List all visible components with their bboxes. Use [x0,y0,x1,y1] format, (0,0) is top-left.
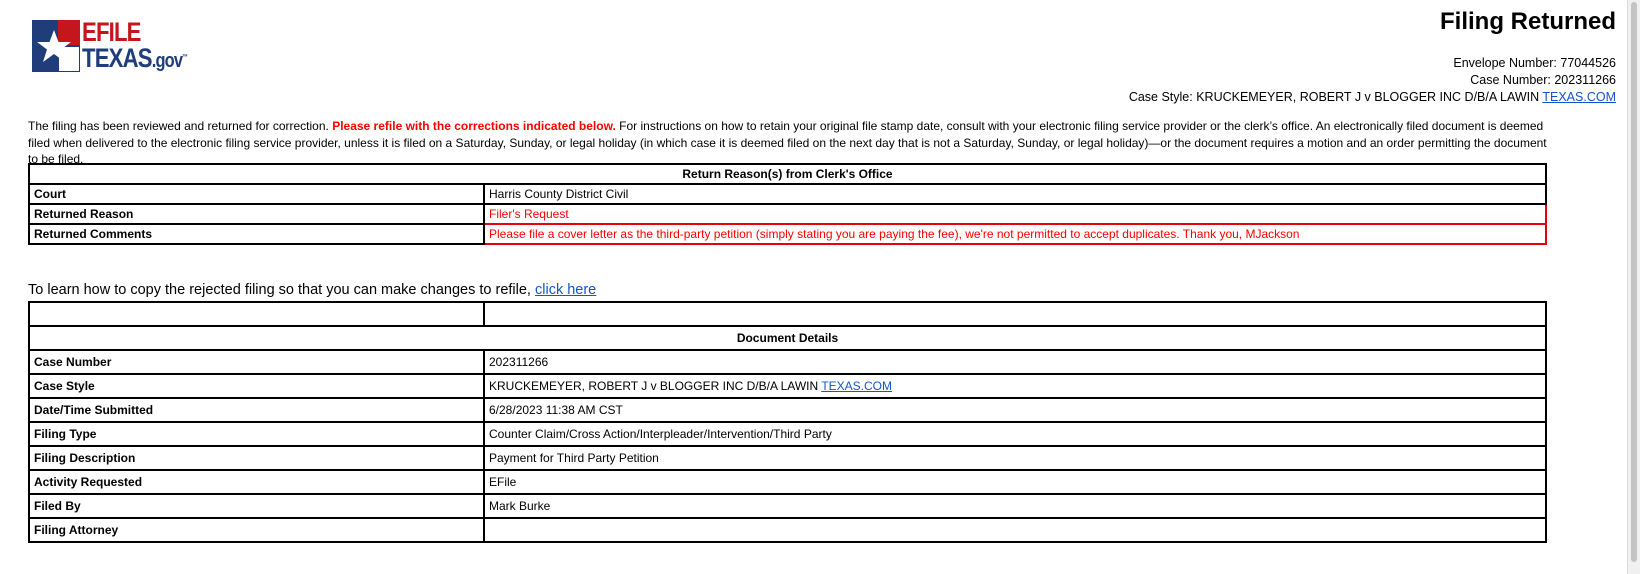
envelope-number-line: Envelope Number: 77044526 [1453,56,1616,70]
click-here-link[interactable]: click here [535,282,597,298]
returned-comments-value: Please file a cover letter as the third-party petition (simply stating you are paying the fee), we're not permitted to accept duplicates. Thank you, MJackson [484,224,1546,244]
detail-label: Date/Time Submitted [29,398,484,422]
refile-help-line: To learn how to copy the rejected filing so that you can make changes to refile, click here [28,282,597,298]
table-row [29,398,1546,422]
document-details-heading: Document Details [29,326,1546,350]
detail-value: Mark Burke [484,494,1546,518]
table-row [29,204,1546,224]
detail-value: Payment for Third Party Petition [484,446,1546,470]
efile-texas-logo [32,17,188,76]
table-row [29,184,1546,204]
table-row [29,350,1546,374]
scrollbar-thumb[interactable] [1631,2,1637,562]
empty-cell [29,302,484,326]
logo-efile-text: EFILE [82,17,141,47]
detail-label: Case Style [29,374,484,398]
document-details-table [28,301,1547,543]
detail-value: 6/28/2023 11:38 AM CST [484,398,1546,422]
detail-label: Filing Attorney [29,518,484,542]
court-value: Harris County District Civil [484,184,1546,204]
returned-reason-label: Returned Reason [29,204,484,224]
envelope-number: 77044526 [1560,56,1616,70]
case-style-link[interactable]: TEXAS.COM [1542,90,1616,104]
detail-label: Filed By [29,494,484,518]
return-reasons-table [28,163,1547,245]
detail-label: Filing Type [29,422,484,446]
intro-paragraph: The filing has been reviewed and returned for correction. Please refile with the corrections indicated below. For instructions on how to retain your original file stamp date, consult with your electronic filing service provider or the clerk’s office. An electronically filed document is deemed filed when delivered to the electronic filing service provider, unless it is filed on a Saturday, Sunday, or legal holiday (in which case it is deemed filed on the next day that is not a Saturday, Sunday, or legal holiday)—or the document requires a motion and an order permitting the document to be filed. [28,119,1547,166]
table-row [29,422,1546,446]
detail-value: Counter Claim/Cross Action/Interpleader/Intervention/Third Party [484,422,1546,446]
table-row [29,224,1546,244]
table-row [29,302,1546,326]
detail-value [484,518,1546,542]
logo-texas-text: TEXAS.gov™ [82,43,188,73]
returned-comments-label: Returned Comments [29,224,484,244]
table-row [29,494,1546,518]
detail-value: EFile [484,470,1546,494]
texas-star-icon [32,20,80,72]
detail-label: Activity Requested [29,470,484,494]
case-style-detail-link[interactable]: TEXAS.COM [821,379,892,393]
detail-label: Case Number [29,350,484,374]
table-row [29,518,1546,542]
detail-value: 202311266 [484,350,1546,374]
table-row [29,446,1546,470]
envelope-meta [1129,55,1616,106]
table-row [29,374,1546,398]
vertical-scrollbar[interactable] [1627,0,1640,574]
table-row [29,470,1546,494]
return-reasons-heading: Return Reason(s) from Clerk's Office [29,164,1546,184]
case-number: 202311266 [1554,73,1616,87]
detail-label: Filing Description [29,446,484,470]
case-number-line: Case Number: 202311266 [1470,73,1616,87]
empty-cell [484,302,1546,326]
refile-notice: Please refile with the corrections indicated below. [332,119,616,133]
detail-value: KRUCKEMEYER, ROBERT J v BLOGGER INC D/B/A LAWIN TEXAS.COM [484,374,1546,398]
court-label: Court [29,184,484,204]
case-style-line: Case Style: KRUCKEMEYER, ROBERT J v BLOGGER INC D/B/A LAWIN TEXAS.COM [1128,90,1616,104]
returned-reason-value: Filer's Request [484,204,1546,224]
page-title: Filing Returned [1440,8,1616,35]
